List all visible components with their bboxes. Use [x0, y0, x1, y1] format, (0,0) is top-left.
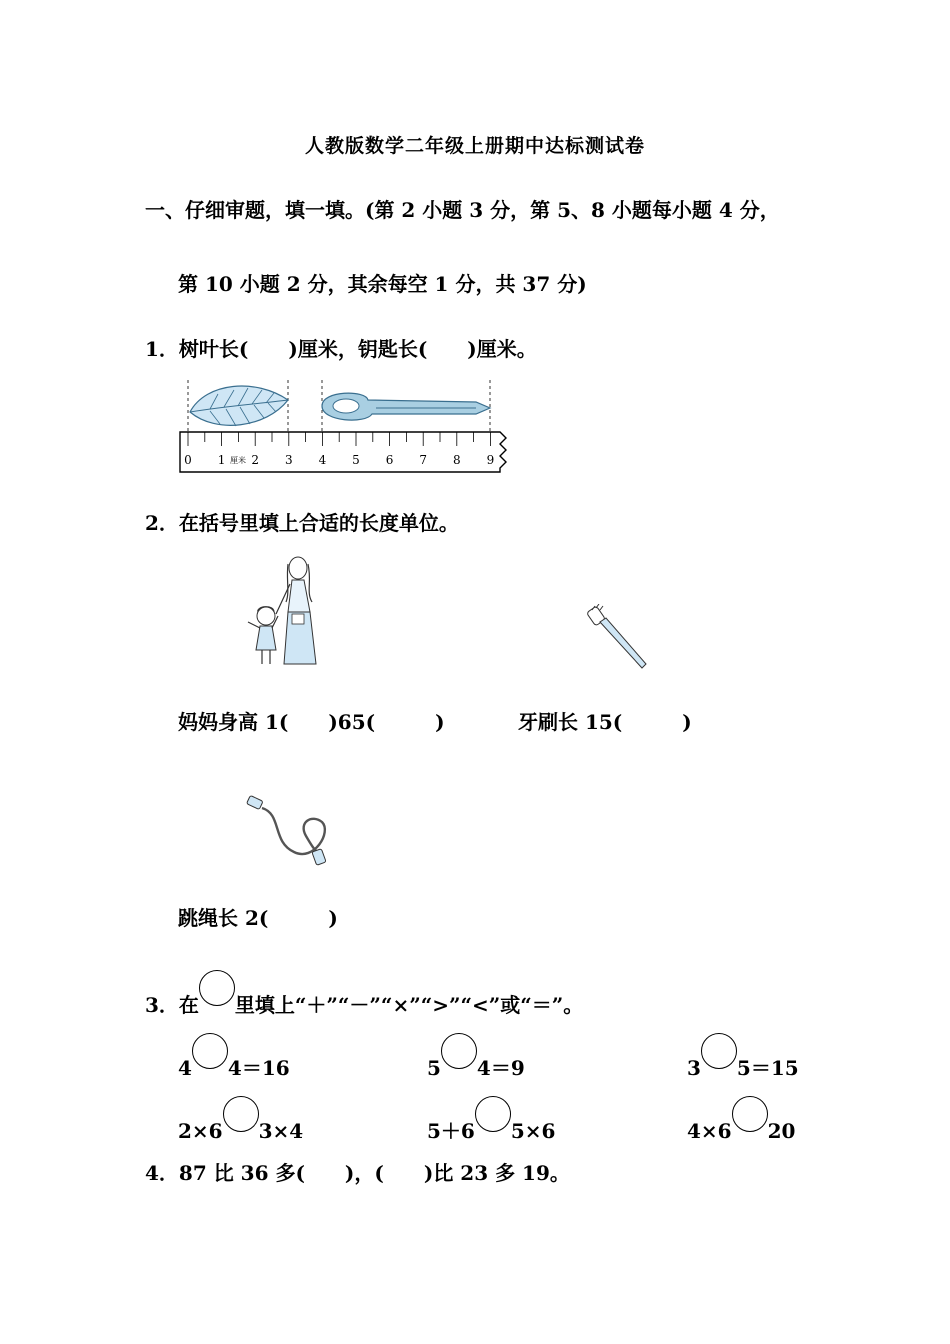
question-3-text: [145, 970, 583, 1018]
item-left: 5: [427, 1056, 441, 1080]
item-right: 20: [767, 1119, 796, 1143]
question-4-text: 4．87 比 36 多( )，( )比 23 多 19。: [145, 1161, 570, 1185]
item-left: 4×6: [687, 1119, 732, 1143]
comparison-item: [687, 1033, 799, 1081]
item-left: 4: [178, 1056, 192, 1080]
key-image: [322, 393, 490, 420]
ruler-label-5: 5: [352, 453, 360, 467]
item-right: 5＝15: [736, 1056, 799, 1080]
comparison-item: [178, 1033, 290, 1081]
mother-and-child-illustration: [240, 552, 332, 670]
section-heading-line2: 第 10 小题 2 分，其余每空 1 分，共 37 分): [178, 272, 587, 296]
question-3-pre: 3．在: [145, 993, 199, 1017]
question-1-text: 1．树叶长( )厘米，钥匙长( )厘米。: [145, 337, 537, 361]
comparison-item: [427, 1033, 525, 1081]
ruler-label-6: 6: [385, 453, 394, 467]
leaf-image: [190, 386, 288, 426]
answer-circle[interactable]: [475, 1096, 511, 1132]
item-left: 2×6: [178, 1119, 223, 1143]
ruler-label-4: 4: [318, 453, 327, 467]
item-right: 4＝9: [476, 1056, 525, 1080]
rope-length-text: 跳绳长 2( ): [178, 906, 338, 930]
ruler-label-8: 8: [452, 453, 461, 467]
question-3-post: 里填上“＋”“－”“×”“>”“<”或“＝”。: [234, 993, 584, 1017]
ruler-label-1: 1: [217, 453, 226, 467]
ruler-unit: 厘米: [230, 456, 246, 465]
answer-circle[interactable]: [701, 1033, 737, 1069]
answer-circle[interactable]: [732, 1096, 768, 1132]
ruler-label-7: 7: [419, 453, 428, 467]
ruler-label-0: 0: [184, 453, 192, 467]
comparison-item: [687, 1096, 795, 1143]
ruler-label-2: 2: [251, 453, 260, 467]
comparison-item: [178, 1096, 303, 1143]
item-right: 4＝16: [227, 1056, 290, 1080]
section-heading-line1: 一、仔细审题，填一填。(第 2 小题 3 分，第 5、8 小题每小题 4 分，: [145, 198, 780, 222]
comparison-item: [427, 1096, 555, 1144]
toothbrush-illustration: [586, 604, 650, 674]
item-left: 3: [687, 1056, 701, 1080]
ruler-label-9: 9: [486, 453, 495, 467]
blank-circle-example[interactable]: [199, 970, 235, 1006]
item-right: 5×6: [510, 1119, 556, 1143]
answer-circle[interactable]: [192, 1033, 228, 1069]
toothbrush-length-text: 牙刷长 15( ): [518, 710, 692, 734]
page-title: 人教版数学二年级上册期中达标测试卷: [304, 135, 645, 157]
mother-height-text: 妈妈身高 1( )65( ): [178, 710, 445, 734]
question-2-text: 2．在括号里填上合适的长度单位。: [145, 511, 459, 535]
item-right: 3×4: [258, 1119, 304, 1143]
ruler-label-3: 3: [284, 453, 293, 467]
item-left: 5＋6: [427, 1119, 475, 1143]
jump-rope-illustration: [242, 792, 342, 870]
answer-circle[interactable]: [223, 1096, 259, 1132]
answer-circle[interactable]: [441, 1033, 477, 1069]
ruler-figure: [176, 376, 512, 480]
